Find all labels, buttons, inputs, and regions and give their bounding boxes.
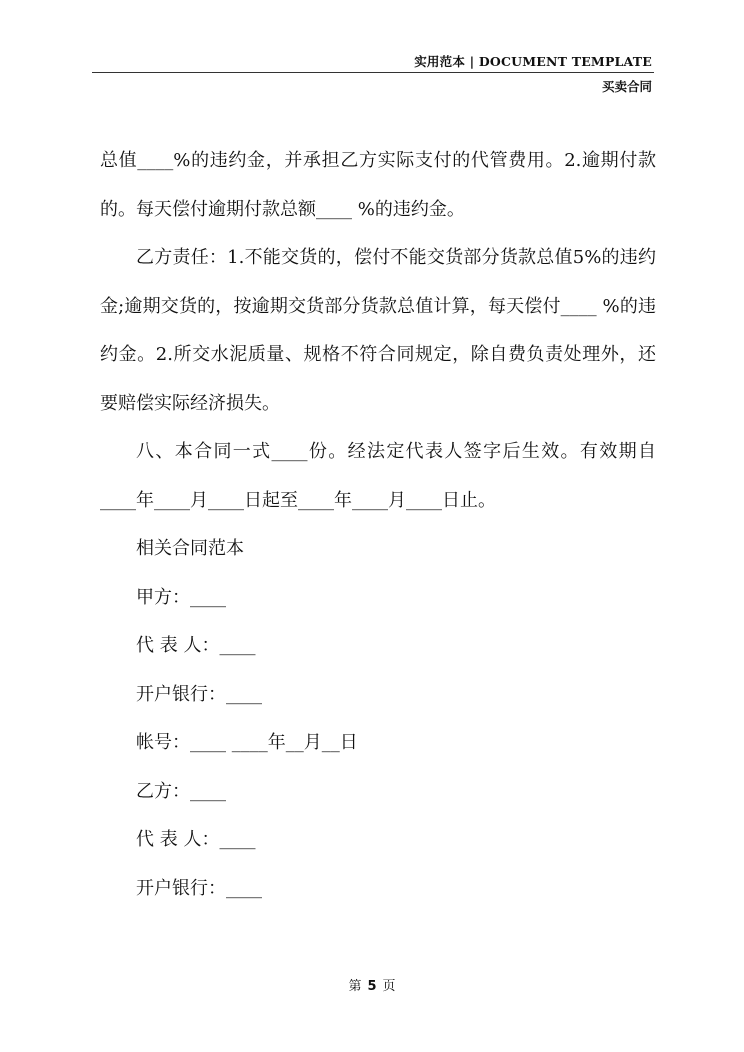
page-suffix: 页 — [382, 979, 396, 994]
page-footer — [0, 975, 744, 994]
party-a-representative-field: 代 表 人：____ — [136, 635, 256, 656]
party-a-field: 甲方：____ — [136, 586, 226, 608]
header-title: 实用范本 | DOCUMENT TEMPLATE — [414, 54, 652, 69]
paragraph-party-b-duties: 乙方责任：1.不能交货的，偿付不能交货部分货款总值5%的违约金;逾期交货的，按逾期交货部分货款总值计算，每天偿付____ %的违约金。2.所交水泥质量、规格不符合同规定，除自费负责处理外，还要赔偿实际经济损失。 — [100, 247, 656, 414]
section-title: 相关合同范本 — [136, 538, 244, 559]
party-b-bank-field: 开户银行：____ — [136, 877, 262, 899]
paragraph-penalty-continuation: 总值____%的违约金，并承担乙方实际支付的代管费用。2.逾期付款的。每天偿付逾期付款总额____ %的违约金。 — [100, 150, 656, 220]
party-a-account-date-field: 帐号：____ ____年__月__日 — [136, 732, 358, 753]
party-a-bank-field: 开户银行：____ — [136, 683, 262, 705]
paragraph-contract-copies: 八、本合同一式____份。经法定代表人签字后生效。有效期自____年____月____日起至____年____月____日止。 — [100, 441, 656, 511]
page-number: 5 — [367, 979, 377, 994]
header-subtitle: 买卖合同 — [601, 79, 652, 94]
document-body — [100, 137, 656, 913]
party-b-representative-field: 代 表 人：____ — [136, 829, 256, 850]
header-divider — [92, 72, 654, 73]
party-b-field: 乙方：____ — [136, 780, 226, 802]
page-prefix: 第 — [348, 979, 362, 994]
